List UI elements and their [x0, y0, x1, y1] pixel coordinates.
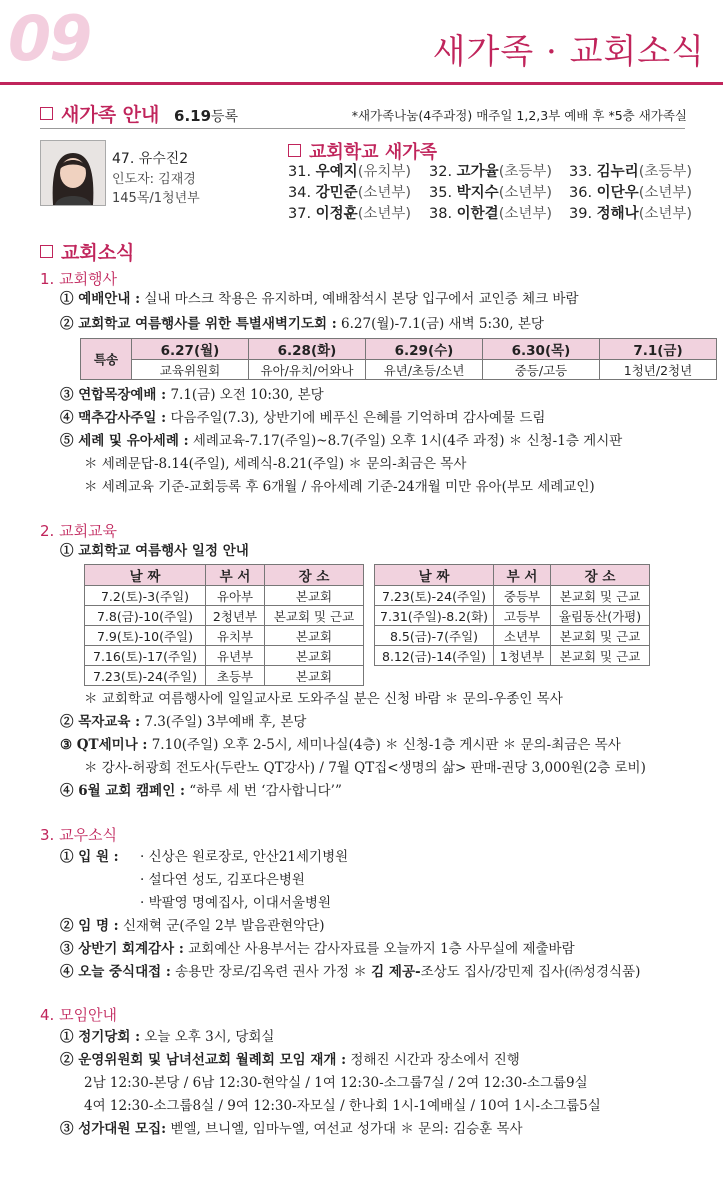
section-events-title: 1. 교회행사	[40, 270, 118, 288]
table-header: 7.1(금)	[600, 339, 717, 360]
table-header: 6.29(수)	[366, 339, 483, 360]
table-header: 날 짜	[85, 565, 206, 586]
member-group: 145목/1청년부	[112, 191, 200, 206]
table-header: 장 소	[551, 565, 650, 586]
hospital-line: · 설다연 성도, 김포다은병원	[140, 872, 305, 888]
hospital-line: · 박팔영 명예집사, 이대서울병원	[140, 895, 331, 911]
item-qt-note: ＊ 강사-허광희 전도사(두란노 QT강사) / 7월 QT집<생명의 삶> 판매-권당 3,000원(2층 로비)	[84, 760, 646, 776]
table-row: 7.9(토)-10(주일) 유치부 본교회	[85, 626, 364, 646]
table-cell: 1청년/2청년	[600, 360, 717, 380]
news-heading	[40, 238, 134, 265]
item-audit: ③ 상반기 회계감사 : 교회예산 사용부서는 감사자료를 오늘까지 1층 사무실에 제출바람	[60, 941, 575, 957]
table-row	[81, 360, 717, 380]
item-volunteer-note: ＊ 교회학교 여름행사에 일일교사로 도와주실 분은 신청 바람 ＊ 문의-우종인 목사	[84, 691, 563, 707]
newfamily-note: *새가족나눔(4주과정) 매주일 1,2,3부 예배 후 *5층 새가족실	[351, 108, 687, 123]
hospital-line: · 신상은 원로장로, 안산21세기병원	[140, 849, 349, 865]
table-row: 8.12(금)-14(주일) 1청년부 본교회 및 근교	[375, 646, 650, 666]
item-summer-schedule: ① 교회학교 여름행사 일정 안내	[60, 543, 249, 559]
table-cell: 중등/고등	[483, 360, 600, 380]
item-lunch: ④ 오늘 중식대접 : 송용만 장로/김옥련 권사 가정 ＊ 김 제공-조상도 집사/강민제 집사(㈜성경식품)	[60, 964, 641, 980]
member-photo	[40, 140, 106, 206]
table-header: 부 서	[494, 565, 551, 586]
checkbox-square-icon	[288, 144, 301, 157]
item-hospital: ① 입 원 :	[60, 849, 119, 865]
newfamily-date: 6.19	[174, 107, 212, 125]
table-row-head: 특송	[81, 339, 132, 380]
table-row: 8.5(금)-7(주일) 소년부 본교회 및 근교	[375, 626, 650, 646]
table-cell: 교육위원회	[132, 360, 249, 380]
item-campaign: ④ 6월 교회 캠페인 : “하루 세 번 ‘감사합니다’”	[60, 783, 342, 799]
table-cell: 유년/초등/소년	[366, 360, 483, 380]
item-committee-rooms1: 2남 12:30-본당 / 6남 12:30-현악실 / 1여 12:30-소그룹7실 / 2여 12:30-소그룹9실	[84, 1075, 588, 1091]
newfamily-heading	[40, 100, 238, 127]
page-title: 새가족 · 교회소식	[432, 32, 705, 72]
table-row: 7.2(토)-3(주일) 유아부 본교회	[85, 586, 364, 606]
dawn-prayer-table	[80, 338, 717, 380]
item-worship-guide: ① 예배안내 : 실내 마스크 착용은 유지하며, 예배참석시 본당 입구에서 교인증 체크 바람	[60, 291, 579, 307]
member-guide: 인도자: 김재경	[112, 172, 196, 187]
section-meetings-title: 4. 모임안내	[40, 1006, 118, 1024]
table-header: 6.30(목)	[483, 339, 600, 360]
newfamily-divider	[40, 128, 685, 129]
school-newfamily-heading-text: 교회학교 새가족	[309, 142, 437, 163]
table-row: 7.31(주일)-8.2(화) 고등부 율림동산(가평)	[375, 606, 650, 626]
table-row: 7.23(토)-24(주일) 초등부 본교회	[85, 666, 364, 686]
checkbox-square-icon	[40, 107, 53, 120]
table-header: 부 서	[206, 565, 265, 586]
page-number: 09	[8, 2, 91, 75]
school-newfamily-row: 37. 이정훈(소년부) 38. 이한결(소년부) 39. 정해나(소년부)	[288, 206, 693, 222]
table-header: 장 소	[265, 565, 364, 586]
table-header: 6.28(화)	[249, 339, 366, 360]
newfamily-date-suffix: 등록	[211, 109, 239, 125]
table-row: 7.23(토)-24(주일) 중등부 본교회 및 근교	[375, 586, 650, 606]
item-appointment: ② 임 명 : 신재혁 군(주일 2부 발음관현악단)	[60, 918, 325, 934]
item-qt-seminar: ③ QT세미나 : 7.10(주일) 오후 2-5시, 세미나실(4층) ＊ 신청-1층 게시판 ＊ 문의-최금은 목사	[60, 737, 621, 753]
table-row: 7.16(토)-17(주일) 유년부 본교회	[85, 646, 364, 666]
item-choir: ③ 성가대원 모집: 벧엘, 브니엘, 임마누엘, 여선교 성가대 ＊ 문의: 김승훈 목사	[60, 1121, 523, 1137]
table-header: 6.27(월)	[132, 339, 249, 360]
school-newfamily-heading	[288, 138, 437, 164]
section-education-title: 2. 교회교육	[40, 522, 118, 540]
table-header: 날 짜	[375, 565, 494, 586]
item-joint-worship: ③ 연합목장예배 : 7.1(금) 오전 10:30, 본당	[60, 387, 324, 403]
checkbox-square-icon	[40, 245, 53, 258]
section-members-title: 3. 교우소식	[40, 826, 118, 844]
item-dawn-prayer: ② 교회학교 여름행사를 위한 특별새벽기도회 : 6.27(월)-7.1(금) 새벽 5:30, 본당	[60, 316, 544, 332]
item-committee: ② 운영위원회 및 남녀선교회 월례회 모임 재개 : 정해진 시간과 장소에서 진행	[60, 1052, 520, 1068]
school-newfamily-row: 31. 우예지(유치부) 32. 고가율(초등부) 33. 김누리(초등부)	[288, 164, 693, 180]
table-cell: 유아/유치/어와나	[249, 360, 366, 380]
table-row: 7.8(금)-10(주일) 2청년부 본교회 및 근교	[85, 606, 364, 626]
school-newfamily-list	[288, 162, 692, 225]
item-thanksgiving: ④ 맥추감사주일 : 다음주일(7.3), 상반기에 베푸신 은혜를 기억하며 감사예물 드림	[60, 410, 546, 426]
newfamily-heading-text: 새가족 안내	[61, 104, 160, 126]
person-avatar-icon	[41, 141, 105, 205]
item-baptism: ⑤ 세례 및 유아세례 : 세례교육-7.17(주일)~8.7(주일) 오후 1시(4주 과정) ＊ 신청-1층 게시판	[60, 433, 623, 449]
summer-schedule-table-right	[374, 564, 650, 666]
member-name: 47. 유수진2	[112, 151, 189, 167]
item-baptism-note1: ＊ 세례문답-8.14(주일), 세례식-8.21(주일) ＊ 문의-최금은 목사	[84, 456, 467, 472]
item-session: ① 정기당회 : 오늘 오후 3시, 당회실	[60, 1029, 275, 1045]
header-divider	[0, 82, 723, 85]
school-newfamily-row: 34. 강민준(소년부) 35. 박지수(소년부) 36. 이단우(소년부)	[288, 185, 693, 201]
summer-schedule-table-left	[84, 564, 364, 686]
item-shepherd-edu: ② 목자교육 : 7.3(주일) 3부예배 후, 본당	[60, 714, 307, 730]
news-heading-text: 교회소식	[61, 242, 135, 264]
item-baptism-note2: ＊ 세례교육 기준-교회등록 후 6개월 / 유아세례 기준-24개월 미만 유아(부모 세례교인)	[84, 479, 595, 495]
item-committee-rooms2: 4여 12:30-소그룹8실 / 9여 12:30-자모실 / 한나회 1시-1예배실 / 10여 1시-소그룹5실	[84, 1098, 601, 1114]
